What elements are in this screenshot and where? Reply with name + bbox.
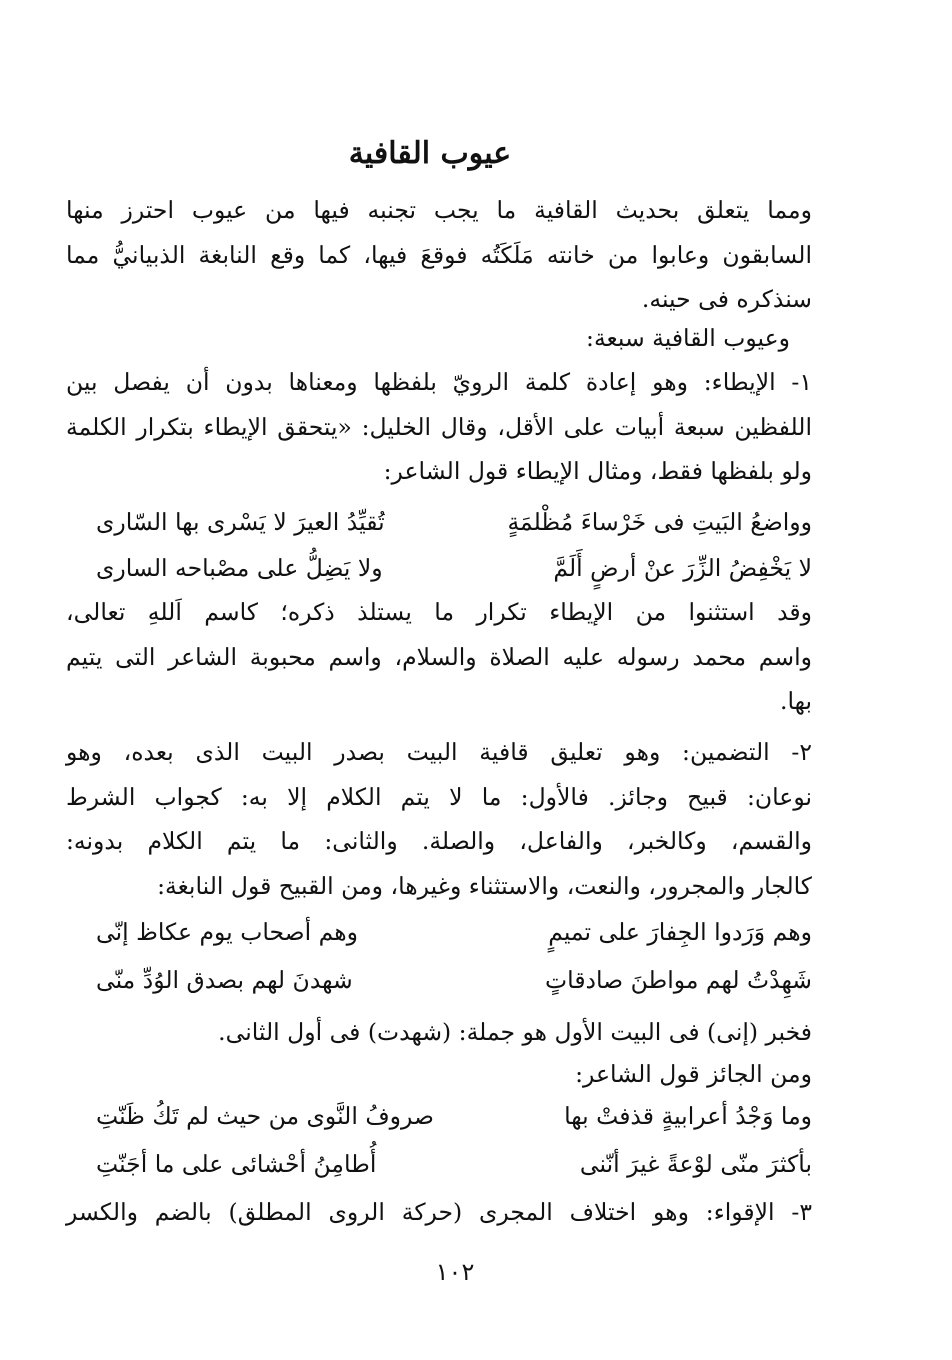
ita-paragraph (66, 360, 812, 494)
text-line: ولو بلفظها فقط، ومثال الإيطاء قول الشاعر: (383, 457, 812, 485)
verse-second-hemistich: شهدنَ لهم بصدق الوُدِّ منّى (96, 966, 353, 994)
text-line: السابقون وعابوا من خانته مَلَكَتُه فوقعَ فيها، كما وقع النابغة الذبيانيُّ مما (66, 240, 812, 269)
verse-second-hemistich: أُطامِنُ أحْشائى على ما أجَنّتِ (96, 1150, 377, 1178)
verse-line (96, 1142, 812, 1187)
verse-first-hemistich: وما وَجْدُ أعرابيةٍ قذفتْ بها (564, 1102, 812, 1130)
text-line: سنذكره فى حينه. (641, 285, 812, 313)
verse-second-hemistich: صروفُ النَّوى من حيث لم تَكُ ظَنّتِ (96, 1102, 434, 1130)
verse-line (96, 910, 812, 955)
intro-paragraph (66, 188, 812, 322)
verse-first-hemistich: شَهِدْتُ لهم مواطنَ صادقاتٍ (545, 966, 812, 994)
count-paragraph (66, 316, 812, 361)
text-line: فخبر (إنى) فى البيت الأول هو جملة: (شهدت) فى أول الثانى. (218, 1018, 812, 1046)
page-number: ١٠٢ (435, 1258, 475, 1286)
text-line: ومن الجائز قول الشاعر: (575, 1060, 812, 1088)
text-line: ومما يتعلق بحديث القافية ما يجب تجنبه فيها من عيوب احترز منها (66, 196, 812, 224)
jaiz-intro-paragraph (66, 1052, 812, 1097)
verse-first-hemistich: وواضعُ البَيتِ فى خَرْساءَ مُظْلمَةٍ (507, 508, 812, 536)
text-line: ٢- التضمين: وهو تعليق قافية البيت بصدر البيت الذى بعده، وهو (66, 738, 812, 766)
text-line: ٣- الإقواء: وهو اختلاف المجرى (حركة الروى المطلق) بالضم والكسر (66, 1198, 812, 1226)
verse-line (96, 546, 812, 591)
verse-first-hemistich: لا يَخْفِضُ الزِّرَ عنْ أرضٍ أَلَمَّ (553, 554, 812, 582)
verse-line (96, 1094, 812, 1139)
text-line: ١- الإيطاء: وهو إعادة كلمة الرويّ بلفظها ومعناها بدون أن يفصل بين (66, 368, 812, 396)
verse-line (96, 500, 812, 545)
verse-second-hemistich: وهم أصحاب يوم عكاظ إنّى (96, 918, 358, 946)
text-line: بها. (779, 687, 812, 715)
iqwa-paragraph (66, 1190, 812, 1235)
text-line: والقسم، وكالخبر، والفاعل، والصلة. والثانى: ما يتم الكلام بدونه: (66, 827, 812, 855)
text-line: نوعان: قبيح وجائز. فالأول: ما لا يتم الكلام إلا به: كجواب الشرط (66, 782, 812, 811)
verse-first-hemistich: بأكثرَ منّى لوْعةً غيرَ أنّنى (579, 1150, 812, 1178)
section-title: عيوب القافية (348, 136, 512, 171)
text-line: اللفظين سبعة أبيات على الأقل، وقال الخليل: «يتحقق الإيطاء بتكرار الكلمة (66, 412, 812, 441)
verse-first-hemistich: وهم وَرَدوا الجِفارَ على تميمٍ (548, 918, 812, 946)
verse-second-hemistich: تُقيِّدُ العيرَ لا يَسْرى بها السّارى (96, 508, 385, 536)
verse-second-hemistich: ولا يَضِلُّ على مصْباحه السارى (96, 554, 383, 582)
text-line: كالجار والمجرور، والنعت، والاستثناء وغيرها، ومن القبيح قول النابغة: (157, 871, 812, 900)
text-line: وقد استثنوا من الإيطاء تكرار ما يستلذ ذكره؛ كاسم اَللهِ تعالى، (66, 598, 812, 626)
ita-after-paragraph (66, 590, 812, 724)
verse-line (96, 958, 812, 1003)
text-line: واسم محمد رسوله عليه الصلاة والسلام، واسم محبوبة الشاعر التى يتيم (66, 642, 812, 671)
tadmin-paragraph (66, 730, 812, 908)
text-line: وعيوب القافية سبعة: (586, 324, 790, 352)
tadmin-explain-paragraph (66, 1010, 812, 1055)
